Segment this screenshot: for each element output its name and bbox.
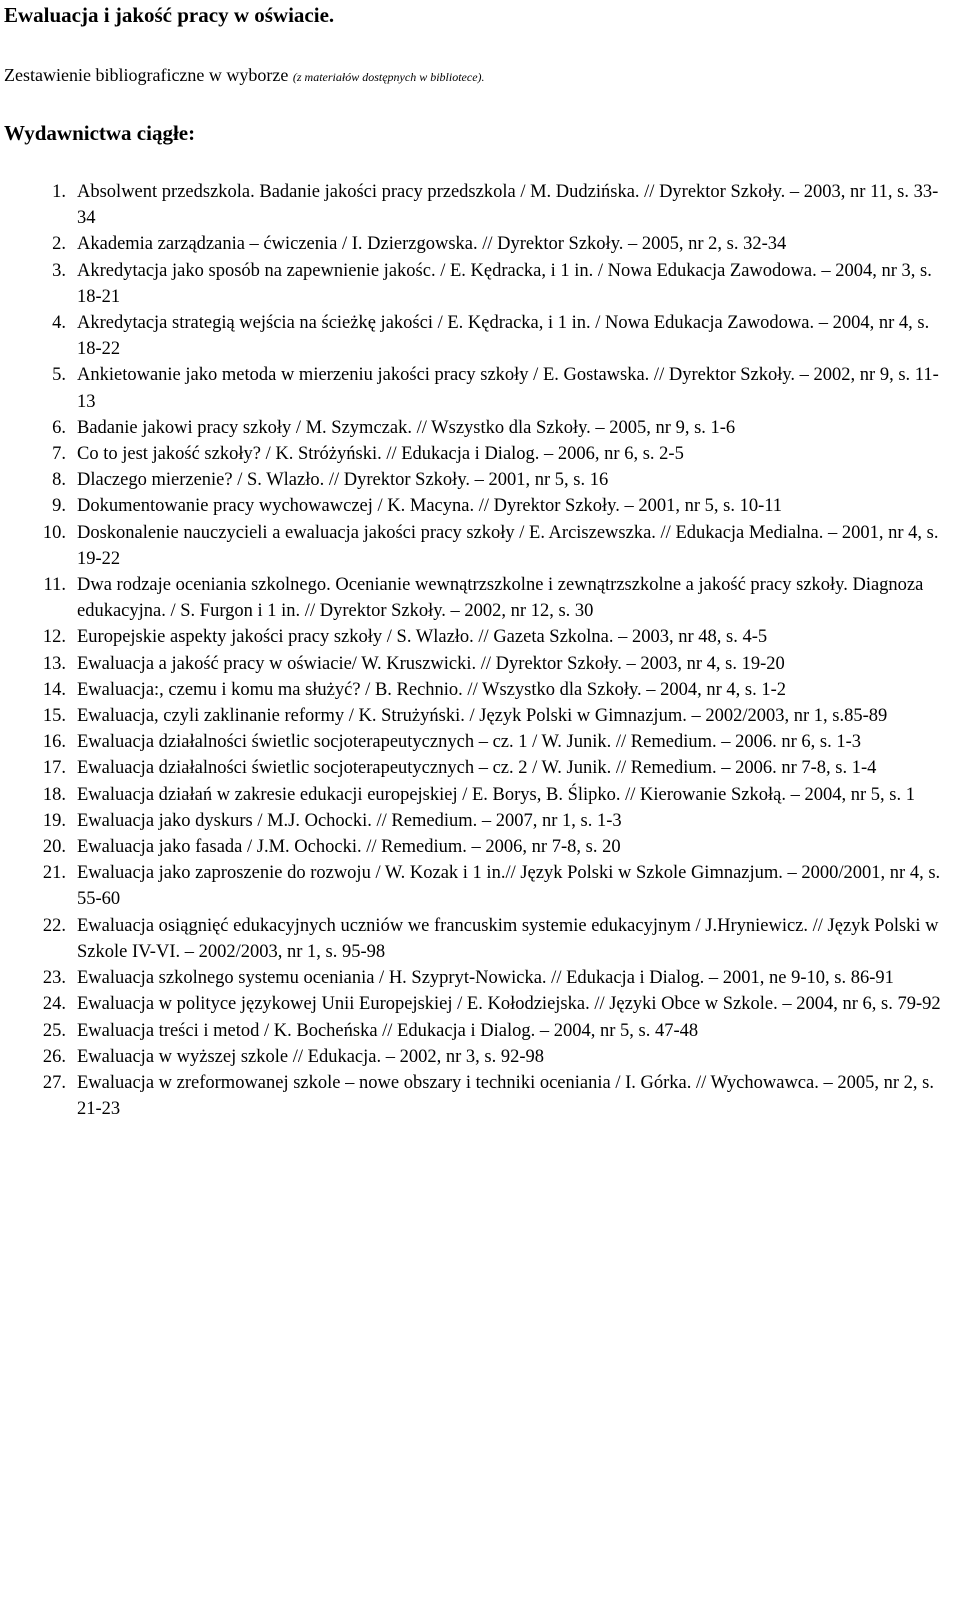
list-item [0, 441, 950, 467]
list-item-number: 2. [52, 234, 66, 255]
list-item-text: Ewaluacja jako fasada / J.M. Ochocki. // Remedium. – 2006, nr 7-8, s. 20 [77, 837, 621, 858]
list-item-text: Ewaluacja działań w zakresie edukacji europejskiej / E. Borys, B. Ślipko. // Kierowanie Szkołą. – 2004, nr 5, s. 1 [77, 784, 915, 805]
list-item-number: 7. [52, 444, 66, 465]
list-item-text: Ewaluacja jako dyskurs / M.J. Ochocki. // Remedium. – 2007, nr 1, s. 1-3 [77, 810, 622, 831]
list-item [0, 231, 950, 257]
list-item-text: Ewaluacja treści i metod / K. Bocheńska // Edukacja i Dialog. – 2004, nr 5, s. 47-48 [77, 1020, 699, 1041]
list-item [0, 651, 950, 677]
list-item-text: Akredytacja jako sposób na zapewnienie jakośc. / E. Kędracka, i 1 in. / Nowa Edukacja Zawodowa. – 2004, nr 3, s. 18-21 [77, 260, 932, 307]
list-item [0, 913, 950, 965]
list-item-text: Dwa rodzaje oceniania szkolnego. Ocenianie wewnątrzszkolne i zewnątrzszkolne a jakość pracy szkoły. Diagnoza edukacyjna. / S. Furgon i 1 in. // Dyrektor Szkoły. – 2002, nr 12, s. 30 [77, 575, 924, 622]
list-item-number: 13. [42, 653, 66, 674]
list-item-text: Europejskie aspekty jakości pracy szkoły / S. Wlazło. // Gazeta Szkolna. – 2003, nr 48, s. 4-5 [77, 627, 768, 648]
list-item [0, 1044, 950, 1070]
list-item-text: Akademia zarządzania – ćwiczenia / I. Dzierzgowska. // Dyrektor Szkoły. – 2005, nr 2, s. 32-34 [77, 234, 787, 255]
list-item-number: 14. [42, 679, 66, 700]
list-item-number: 22. [42, 915, 66, 936]
list-item [0, 860, 950, 912]
list-item-number: 20. [42, 837, 66, 858]
subtitle [4, 62, 485, 90]
list-item-text: Akredytacja strategią wejścia na ścieżkę jakości / E. Kędracka, i 1 in. / Nowa Edukacja Zawodowa. – 2004, nr 4, s. 18-22 [77, 313, 930, 360]
list-item [0, 258, 950, 310]
list-item [0, 965, 950, 991]
list-item-text: Ewaluacja w zreformowanej szkole – nowe obszary i techniki oceniania / I. Górka. // Wychowawca. – 2005, nr 2, s. 21-23 [77, 1072, 934, 1120]
list-item [0, 703, 950, 729]
list-item-number: 8. [52, 470, 66, 491]
list-item-text: Doskonalenie nauczycieli a ewaluacja jakości pracy szkoły / E. Arciszewszka. // Edukacja Medialna. – 2001, nr 4, s. 19-22 [77, 522, 939, 569]
list-item-number: 10. [42, 522, 66, 543]
list-item-number: 15. [42, 706, 66, 727]
list-item-text: Ewaluacja, czyli zaklinanie reformy / K. Strużyński. / Język Polski w Gimnazjum. – 2002/2003, nr 1, s.85-89 [77, 706, 888, 727]
list-item [0, 782, 950, 808]
list-item [0, 310, 950, 362]
list-item-number: 6. [52, 417, 66, 438]
list-item-number: 5. [52, 365, 66, 386]
list-item-text: Ewaluacja osiągnięć edukacyjnych uczniów we francuskim systemie edukacyjnym / J.Hryniewicz. // Język Polski w Szkole IV-VI. – 2002/2003, nr 1, s. 95-98 [77, 915, 939, 962]
list-item [0, 520, 950, 572]
list-item-text: Ewaluacja działalności świetlic socjoterapeutycznych – cz. 2 / W. Junik. // Remedium. – 2006. nr 7-8, s. 1-4 [77, 758, 877, 779]
list-item-number: 11. [43, 575, 66, 596]
list-item [0, 572, 950, 624]
list-item-number: 25. [42, 1020, 66, 1041]
list-item-text: Ewaluacja w wyższej szkole // Edukacja. – 2002, nr 3, s. 92-98 [77, 1046, 544, 1067]
list-item [0, 677, 950, 703]
list-item [0, 624, 950, 650]
list-item [0, 467, 950, 493]
list-item-number: 17. [42, 758, 66, 779]
list-item-text: Ewaluacja jako zaproszenie do rozwoju / W. Kozak i 1 in.// Język Polski w Szkole Gimnazjum. – 2000/2001, nr 4, s. 55-60 [77, 863, 941, 910]
list-item [0, 415, 950, 441]
list-item [0, 991, 950, 1017]
list-item-text: Ewaluacja szkolnego systemu oceniania / H. Szypryt-Nowicka. // Edukacja i Dialog. – 2001, ne 9-10, s. 86-91 [77, 968, 894, 989]
section-heading: Wydawnictwa ciągłe: [4, 121, 196, 145]
list-item-number: 23. [42, 968, 66, 989]
list-item-text: Ewaluacja:, czemu i komu ma służyć? / B. Rechnio. // Wszystko dla Szkoły. – 2004, nr 4, s. 1-2 [77, 679, 787, 700]
list-item [0, 179, 950, 231]
list-item-number: 4. [52, 313, 66, 334]
subtitle-note: (z materiałów dostępnych w bibliotece). [292, 70, 485, 84]
list-item-number: 16. [42, 732, 66, 753]
list-item [0, 493, 950, 519]
list-item [0, 808, 950, 834]
list-item-text: Co to jest jakość szkoły? / K. Stróżyński. // Edukacja i Dialog. – 2006, nr 6, s. 2-5 [77, 444, 684, 465]
list-item-text: Dokumentowanie pracy wychowawczej / K. Macyna. // Dyrektor Szkoły. – 2001, nr 5, s. 10-11 [77, 496, 783, 517]
list-item [0, 1018, 950, 1044]
list-item-number: 12. [42, 627, 66, 648]
list-item-number: 26. [42, 1046, 66, 1067]
list-item-text: Badanie jakowi pracy szkoły / M. Szymczak. // Wszystko dla Szkoły. – 2005, nr 9, s. 1-6 [77, 417, 736, 438]
list-item-number: 21. [42, 863, 66, 884]
bibliography-list [0, 179, 960, 1122]
list-item-number: 3. [52, 260, 66, 281]
list-item-number: 24. [42, 994, 66, 1015]
list-item-text: Ewaluacja działalności świetlic socjoterapeutycznych – cz. 1 / W. Junik. // Remedium. – 2006. nr 6, s. 1-3 [77, 732, 862, 753]
page-title: Ewaluacja i jakość pracy w oświacie. [4, 3, 335, 27]
list-item-text: Ewaluacja w polityce językowej Unii Europejskiej / E. Kołodziejska. // Języki Obce w Szkole. – 2004, nr 6, s. 79-92 [77, 994, 941, 1015]
list-item-text: Ewaluacja a jakość pracy w oświacie/ W. Kruszwicki. // Dyrektor Szkoły. – 2003, nr 4, s. 19-20 [77, 653, 785, 674]
list-item-text: Absolwent przedszkola. Badanie jakości pracy przedszkola / M. Dudzińska. // Dyrektor Szkoły. – 2003, nr 11, s. 33-34 [77, 182, 939, 229]
list-item [0, 362, 950, 414]
subtitle-main: Zestawienie bibliograficzne w wyborze [4, 65, 289, 85]
list-item-number: 1. [52, 182, 66, 202]
list-item-text: Ankietowanie jako metoda w mierzeniu jakości pracy szkoły / E. Gostawska. // Dyrektor Szkoły. – 2002, nr 9, s. 11-13 [77, 365, 939, 412]
list-item-number: 27. [42, 1072, 66, 1093]
list-item-number: 9. [52, 496, 66, 517]
list-item-number: 18. [42, 784, 66, 805]
list-item [0, 834, 950, 860]
list-item [0, 729, 950, 755]
list-item-text: Dlaczego mierzenie? / S. Wlazło. // Dyrektor Szkoły. – 2001, nr 5, s. 16 [77, 470, 609, 491]
list-item [0, 1070, 950, 1122]
list-item [0, 755, 950, 781]
list-item-number: 19. [42, 810, 66, 831]
